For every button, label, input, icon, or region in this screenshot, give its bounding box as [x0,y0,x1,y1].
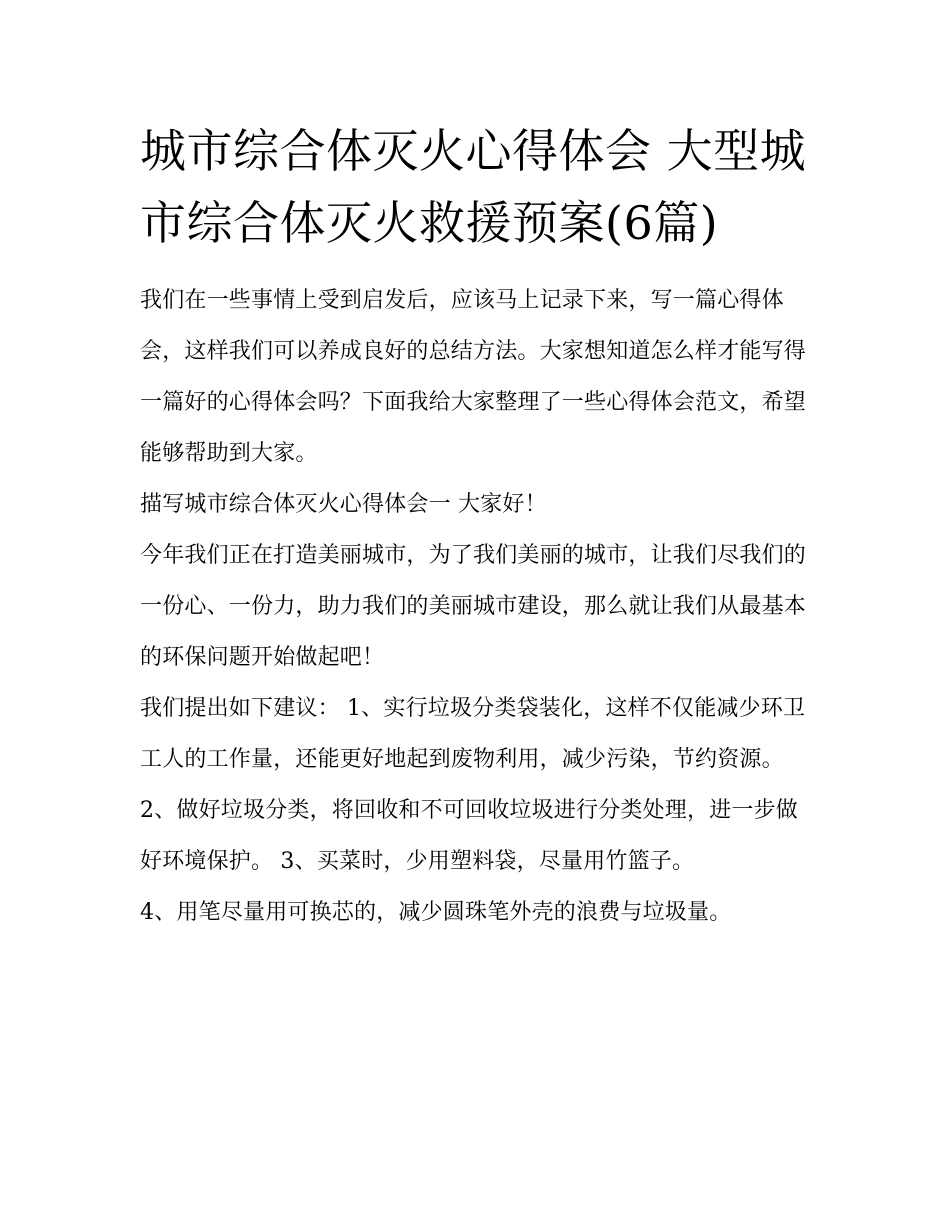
document-page [140,115,815,938]
paragraph-city: 今年我们正在打造美丽城市，为了我们美丽的城市，让我们尽我们的一份心、一份力，助力我们的美丽城市建设，那么就让我们从最基本的环保问题开始做起吧！ [140,543,807,670]
paragraph-suggestion-2-3: 2、做好垃圾分类，将回收和不可回收垃圾进行分类处理，进一步做好环境保护。 3、买菜时，少用塑料袋，尽量用竹篮子。 [140,798,798,874]
document-title: 城市综合体灭火心得体会 大型城市综合体灭火救援预案(6篇) [140,124,807,250]
paragraph-greeting: 描写城市综合体灭火心得体会一 大家好！ [140,492,547,517]
paragraph-suggestion-1: 我们提出如下建议： 1、实行垃圾分类袋装化，这样不仅能减少环卫工人的工作量，还能更好地起到废物利用，减少污染，节约资源。 [140,696,806,772]
paragraph-intro: 我们在一些事情上受到启发后，应该马上记录下来，写一篇心得体会，这样我们可以养成良好的总结方法。大家想知道怎么样才能写得一篇好的心得体会吗？下面我给大家整理了一些心得体会范文，希望能够帮助到大家。 [140,288,807,466]
paragraph-suggestion-4: 4、用笔尽量用可换芯的，减少圆珠笔外壳的浪费与垃圾量。 [140,900,732,925]
